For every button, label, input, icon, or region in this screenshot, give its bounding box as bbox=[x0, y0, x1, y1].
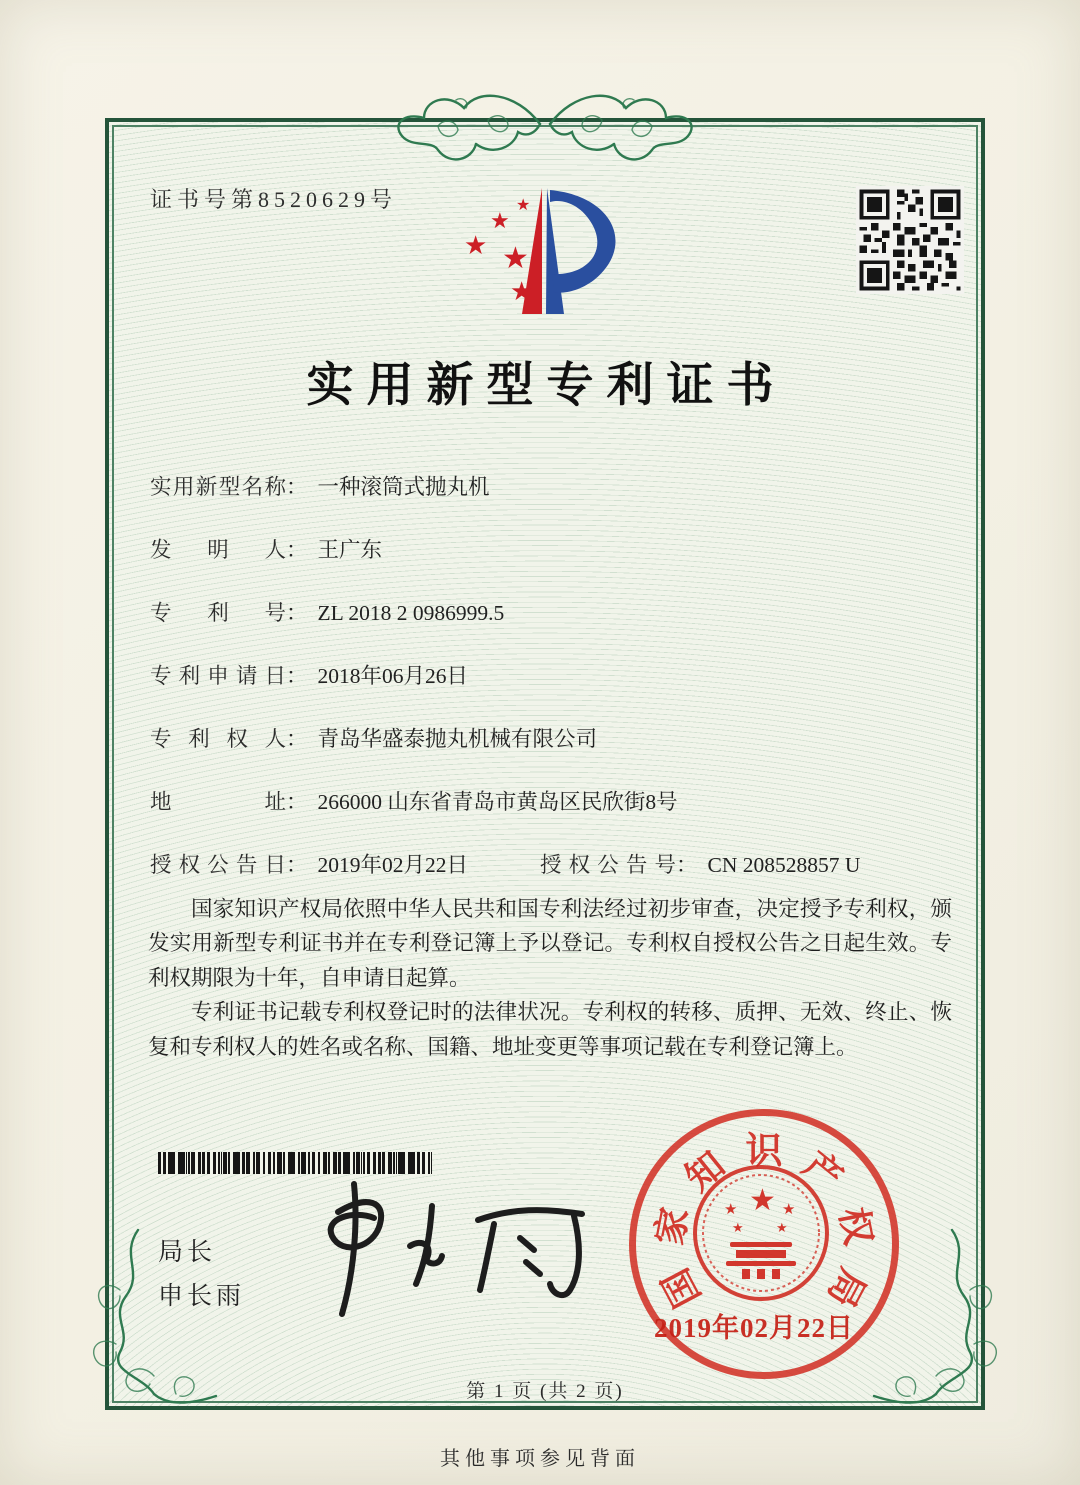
field-label: 授权公告号 bbox=[540, 853, 677, 877]
field-utility-model-name bbox=[150, 470, 960, 499]
seal-char: 权 bbox=[831, 1204, 879, 1249]
svg-text:★: ★ bbox=[502, 241, 529, 276]
seal-char: 产 bbox=[794, 1144, 850, 1200]
svg-text:★: ★ bbox=[732, 1221, 744, 1236]
qr-code bbox=[856, 186, 964, 294]
national-emblem-icon bbox=[686, 1158, 836, 1308]
field-label: 专利申请日 bbox=[150, 664, 286, 688]
field-label: 发明人 bbox=[150, 538, 286, 562]
certificate-title: 实用新型专利证书 bbox=[306, 360, 787, 412]
commissioner-signature bbox=[282, 1172, 602, 1322]
field-grant-date-and-number bbox=[150, 848, 960, 877]
field-value: 王广东 bbox=[317, 538, 383, 562]
seal-char: 局 bbox=[818, 1261, 873, 1314]
signatory-name: 申长雨 bbox=[158, 1282, 246, 1310]
agency-seal bbox=[622, 1102, 906, 1386]
field-label: 地址 bbox=[150, 790, 286, 814]
legal-paragraph-2: 专利证书记载专利权登记时的法律状况。专利权的转移、质押、无效、终止、恢复和专利权人的姓名或名称、国籍、地址变更等事项记载在专利登记簿上。 bbox=[148, 1000, 952, 1059]
svg-text:★: ★ bbox=[724, 1200, 738, 1218]
seal-char: 国 bbox=[655, 1261, 710, 1314]
field-inventor bbox=[150, 533, 960, 562]
field-value: 一种滚筒式抛丸机 bbox=[317, 475, 490, 499]
field-list bbox=[150, 470, 960, 911]
field-colon: ： bbox=[286, 664, 308, 688]
field-patentee bbox=[150, 722, 960, 751]
page-number: 第 1 页 (共 2 页) bbox=[466, 1381, 624, 1402]
legal-paragraph-1: 国家知识产权局依照中华人民共和国专利法经过初步审查，决定授予专利权，颁发实用新型专利证书并在专利登记簿上予以登记。专利权自授权公告之日起生效。专利权期限为十年，自申请日起算。 bbox=[148, 897, 952, 990]
barcode bbox=[158, 1152, 432, 1174]
field-colon: ： bbox=[286, 727, 308, 751]
field-patent-number bbox=[150, 596, 960, 625]
seal-char: 家 bbox=[649, 1204, 697, 1249]
legal-text bbox=[148, 892, 952, 1064]
field-label: 实用新型名称 bbox=[150, 475, 286, 499]
field-filing-date bbox=[150, 659, 960, 688]
signatory-block bbox=[158, 1232, 245, 1320]
seal-date: 2019年02月22日 bbox=[654, 1313, 854, 1343]
field-value: 266000 山东省青岛市黄岛区民欣街8号 bbox=[317, 790, 678, 814]
svg-text:★: ★ bbox=[510, 277, 534, 307]
field-value: CN 208528857 U bbox=[707, 853, 861, 877]
seal-char: 识 bbox=[745, 1131, 783, 1172]
field-colon: ： bbox=[286, 853, 308, 877]
svg-text:★: ★ bbox=[490, 209, 510, 234]
field-label: 专利号 bbox=[150, 601, 286, 625]
seal-char: 知 bbox=[678, 1144, 734, 1200]
svg-text:★: ★ bbox=[464, 231, 488, 261]
field-value: 青岛华盛泰抛丸机械有限公司 bbox=[317, 727, 598, 751]
field-colon: ： bbox=[286, 475, 308, 499]
field-value: ZL 2018 2 0986999.5 bbox=[317, 601, 505, 625]
svg-text:★: ★ bbox=[749, 1183, 776, 1218]
cnipa-logo bbox=[446, 176, 658, 326]
field-value: 2018年06月26日 bbox=[317, 664, 469, 688]
svg-text:★: ★ bbox=[776, 1221, 788, 1236]
field-value: 2019年02月22日 bbox=[317, 853, 469, 877]
field-colon: ： bbox=[286, 790, 308, 814]
field-colon: ： bbox=[286, 601, 308, 625]
field-colon: ： bbox=[286, 538, 308, 562]
field-address bbox=[150, 785, 960, 814]
field-label: 授权公告日 bbox=[150, 853, 286, 877]
field-label: 专利权人 bbox=[150, 727, 286, 751]
svg-text:★: ★ bbox=[782, 1200, 796, 1218]
field-colon: ： bbox=[676, 853, 698, 877]
svg-text:★: ★ bbox=[516, 195, 531, 214]
certificate-number: 证书号第8520629号 bbox=[150, 187, 398, 212]
signatory-title: 局长 bbox=[158, 1238, 217, 1266]
back-side-note: 其他事项参见背面 bbox=[440, 1448, 640, 1470]
